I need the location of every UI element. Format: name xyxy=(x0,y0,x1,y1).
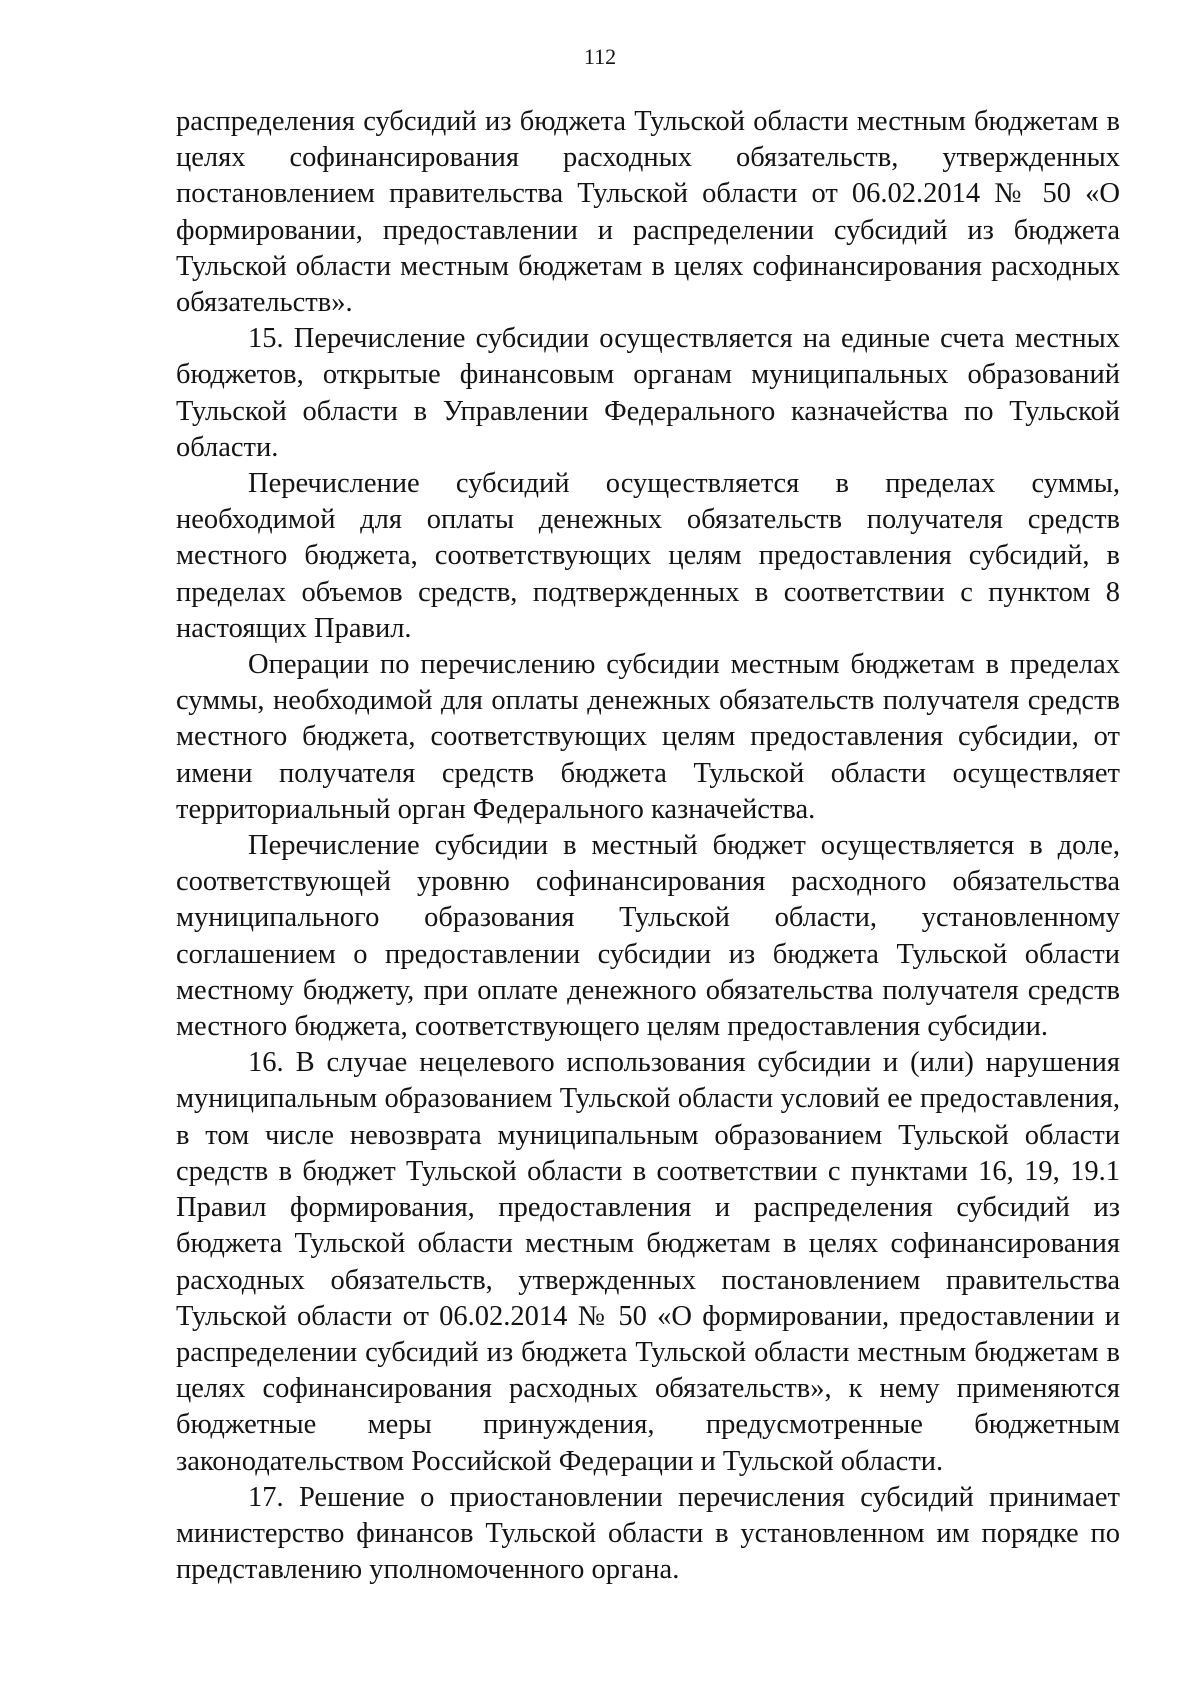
paragraph-cofinancing-share: Перечисление субсидии в местный бюджет осуществляется в доле, соответствующей уровню софинансирования расходного обязательства муниципального образования Тульской области, установленному соглашением о предоставлении субсидии из бюджета Тульской области местному бюджету, при оплате денежного обязательства получателя средств местного бюджета, соответствующего целям предоставления субсидии. xyxy=(176,830,1120,1043)
paragraph-item-16: 16. В случае нецелевого использования субсидии и (или) нарушения муниципальным образованием Тульской области условий ее предоставления, в том числе невозврата муниципальным образованием Тульской области средств в бюджет Тульской области в соответствии с пунктами 16, 19, 19.1 Правил формирования, предоставления и распределения субсидий из бюджета Тульской области местным бюджетам в целях софинансирования расходных обязательств, утвержденных постановлением правительства Тульской области от 06.02.2014 № 50 «О формировании, предоставлении и распределении субсидий из бюджета Тульской области местным бюджетам в целях софинансирования расходных обязательств», к нему применяются бюджетные меры принуждения, предусмотренные бюджетным законодательством Российской Федерации и Тульской области. xyxy=(176,1047,1120,1477)
paragraph-item-15: 15. Перечисление субсидии осуществляется на единые счета местных бюджетов, открытые финансовым органам муниципальных образований Тульской области в Управлении Федерального казначейства по Тульской области. xyxy=(176,323,1120,463)
document-body xyxy=(176,104,1120,1588)
paragraph-transfer-operations: Операции по перечислению субсидии местным бюджетам в пределах суммы, необходимой для оплаты денежных обязательств получателя средств местного бюджета, соответствующих целям предоставления субсидии, от имени получателя средств бюджета Тульской области осуществляет территориальный орган Федерального казначейства. xyxy=(176,649,1120,825)
paragraph-continuation: распределения субсидий из бюджета Тульской области местным бюджетам в целях софинансирования расходных обязательств, утвержденных постановлением правительства Тульской области от 06.02.2014 № 50 «О формировании, предоставлении и распределении субсидий из бюджета Тульской области местным бюджетам в целях софинансирования расходных обязательств». xyxy=(176,106,1120,319)
page-number: 112 xyxy=(583,44,617,69)
paragraph-transfer-limits: Перечисление субсидий осуществляется в пределах суммы, необходимой для оплаты денежных обязательств получателя средств местного бюджета, соответствующих целям предоставления субсидий, в пределах объемов средств, подтвержденных в соответствии с пунктом 8 настоящих Правил. xyxy=(176,468,1120,644)
paragraph-item-17: 17. Решение о приостановлении перечисления субсидий принимает министерство финансов Тульской области в установленном им порядке по представлению уполномоченного органа. xyxy=(176,1481,1120,1586)
